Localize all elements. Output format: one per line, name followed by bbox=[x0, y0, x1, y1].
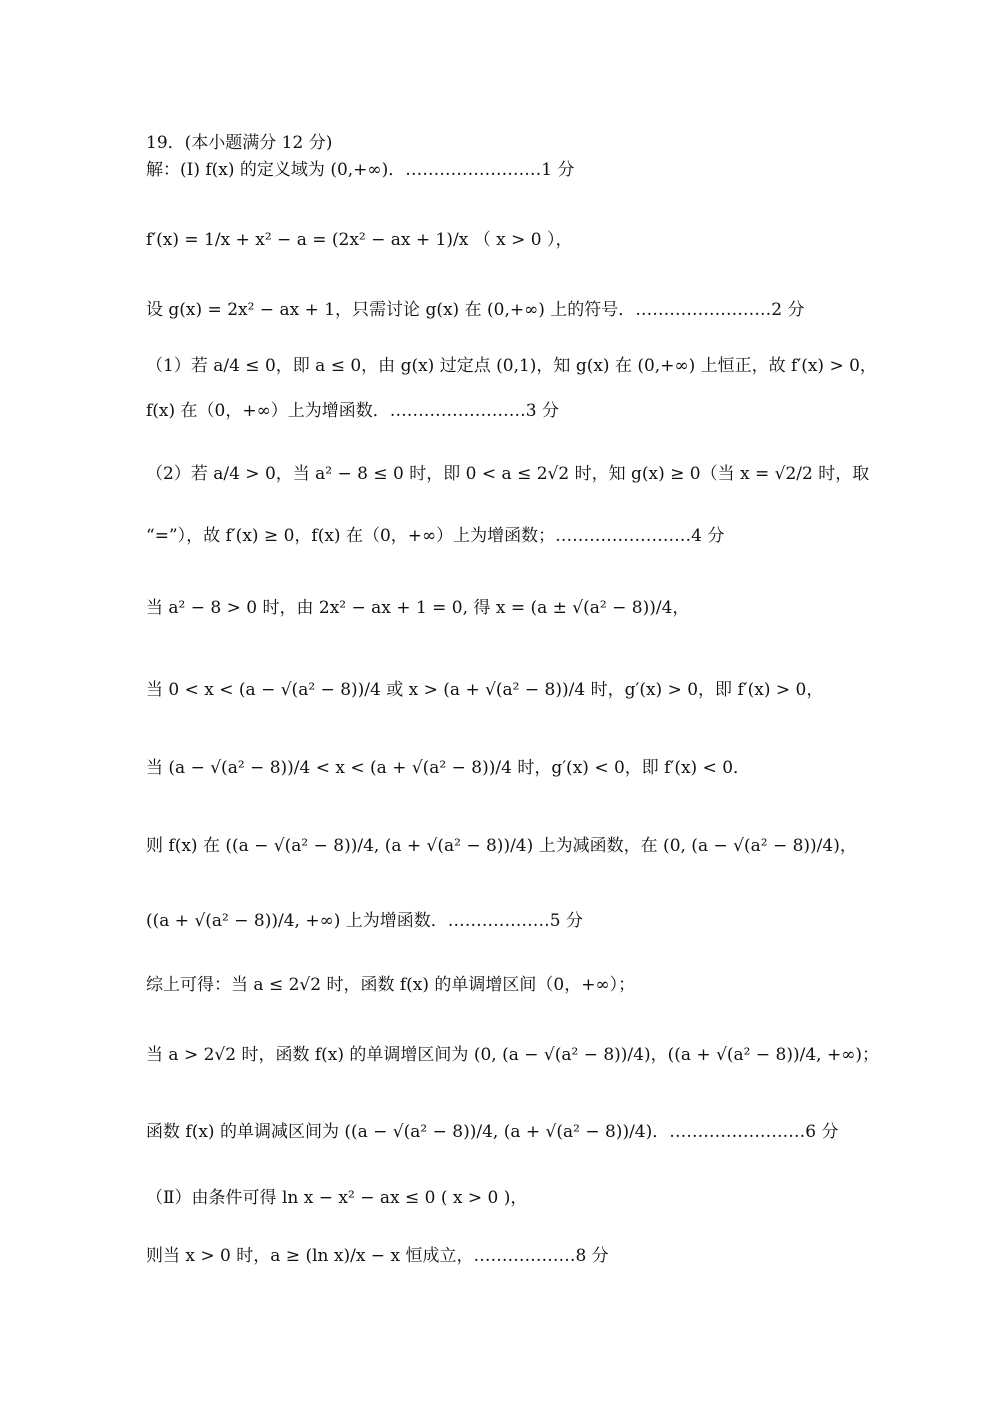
solution-line: 当 a² − 8 > 0 时，由 2x² − ax + 1 = 0, 得 x = (a ± √(a² − 8))/4， bbox=[146, 598, 690, 618]
solution-line: 设 g(x) = 2x² − ax + 1，只需讨论 g(x) 在 (0,+∞) 上的符号．……………………2 分 bbox=[146, 300, 805, 320]
solution-line: 当 (a − √(a² − 8))/4 < x < (a + √(a² − 8))/4 时，g′(x) < 0，即 f′(x) < 0． bbox=[146, 758, 751, 778]
solution-line: （Ⅱ）由条件可得 ln x − x² − ax ≤ 0 ( x > 0 )， bbox=[146, 1188, 528, 1208]
solution-line: 综上可得：当 a ≤ 2√2 时，函数 f(x) 的单调增区间（0，+∞）； bbox=[146, 975, 636, 995]
solution-line: （1）若 a/4 ≤ 0，即 a ≤ 0，由 g(x) 过定点 (0,1)，知 g(x) 在 (0,+∞) 上恒正，故 f′(x) > 0， bbox=[146, 356, 877, 376]
solution-line: 则当 x > 0 时，a ≥ (ln x)/x − x 恒成立，………………8 分 bbox=[146, 1246, 609, 1266]
solution-line: f′(x) = 1/x + x² − a = (2x² − ax + 1)/x （ x > 0 ）， bbox=[146, 230, 573, 250]
solution-line: 当 0 < x < (a − √(a² − 8))/4 或 x > (a + √(a² − 8))/4 时，g′(x) > 0，即 f′(x) > 0， bbox=[146, 680, 824, 700]
solution-line: 函数 f(x) 的单调减区间为 ((a − √(a² − 8))/4, (a + √(a² − 8))/4)．……………………6 分 bbox=[146, 1122, 839, 1142]
solution-line: “=”），故 f′(x) ≥ 0，f(x) 在（0，+∞）上为增函数；……………………4 分 bbox=[146, 526, 725, 546]
solution-line: ((a + √(a² − 8))/4, +∞) 上为增函数．………………5 分 bbox=[146, 911, 584, 931]
solution-line: 则 f(x) 在 ((a − √(a² − 8))/4, (a + √(a² − 8))/4) 上为减函数，在 (0, (a − √(a² − 8))/4)， bbox=[146, 836, 857, 856]
solution-line: 解：(Ⅰ) f(x) 的定义域为 (0,+∞)．……………………1 分 bbox=[146, 160, 575, 180]
solution-line: f(x) 在（0，+∞）上为增函数．……………………3 分 bbox=[146, 401, 559, 421]
solution-line: 当 a > 2√2 时，函数 f(x) 的单调增区间为 (0, (a − √(a² − 8))/4)，((a + √(a² − 8))/4, +∞)； bbox=[146, 1045, 879, 1065]
solution-line: （2）若 a/4 > 0，当 a² − 8 ≤ 0 时，即 0 < a ≤ 2√2 时，知 g(x) ≥ 0（当 x = √2/2 时，取 bbox=[146, 464, 870, 484]
solution-line: 19．(本小题满分 12 分) bbox=[146, 133, 333, 153]
